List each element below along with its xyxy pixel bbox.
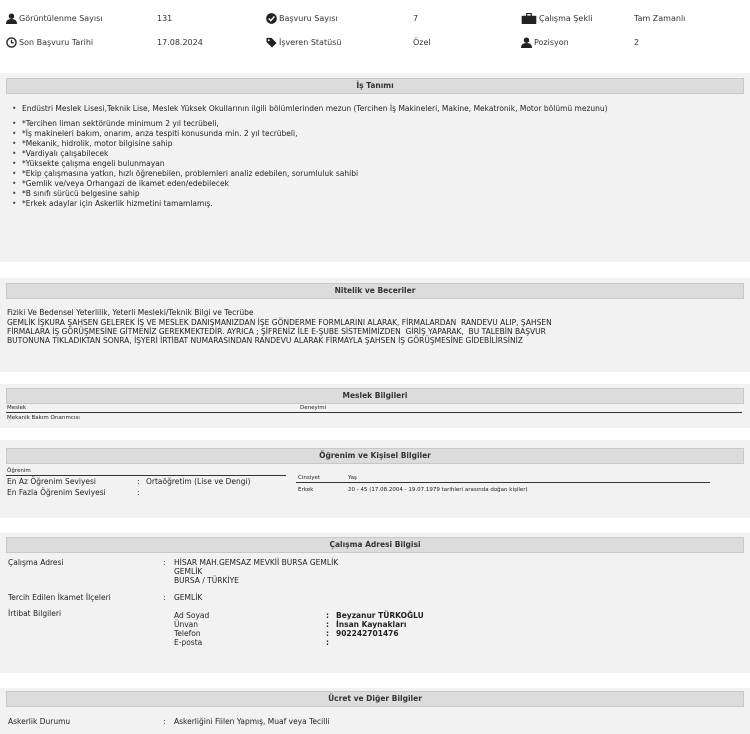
- colon: :: [326, 638, 329, 647]
- military-value: Askerliğini Fiilen Yapmış, Muaf veya Tecilli: [174, 717, 330, 726]
- education-panel: [0, 440, 750, 518]
- colon: :: [137, 488, 140, 497]
- address-line-2: GEMLİK: [174, 567, 203, 576]
- colon: :: [326, 620, 329, 629]
- deadline-label: Son Başvuru Tarihi: [19, 38, 94, 47]
- list-item: • *İş makineleri bakım, onarım, arıza tespiti konusunda min. 2 yıl tecrübeli,: [22, 129, 608, 139]
- list-item: • *Ekip çalışmasına yatkın, hızlı öğrenebilen, problemleri analiz edebilen, sorumluluk sahibi: [22, 169, 608, 179]
- occupation-title: Meslek Bilgileri: [6, 388, 744, 404]
- contact-phone-label: Telefon: [174, 629, 201, 638]
- positions-label: Pozisyon: [534, 38, 569, 47]
- skills-instructions-3: BUTONUNA TIKLADIKTAN SONRA, İŞYERİ İRTİBAT NUMARASINDAN RANDEVU ALARAK FİRMAYLA ŞAHSEN İŞ GÖRÜŞMESİNE GİDEBİLİRSİNİZ: [7, 336, 523, 345]
- skills-instructions-1: GEMLİK İŞKURA ŞAHSEN GELEREK İŞ VE MESLEK DANIŞMANIZDAN İŞE GÖNDERME FORMLARINI ALARAK, FİRMALARDAN RANDEVU ALIP, ŞAHSEN: [7, 318, 552, 327]
- contact-title-value: İnsan Kaynakları: [336, 620, 407, 629]
- colon: :: [326, 611, 329, 620]
- work-address-label: Çalışma Adresi: [8, 558, 64, 567]
- work-type-stat: [521, 13, 592, 24]
- work-type-value: Tam Zamanlı: [634, 14, 686, 23]
- list-item: • Endüstri Meslek Lisesi,Teknik Lise, Meslek Yüksek Okullarının ilgili bölümlerinden mezun (Tercihen İş Makineleri, Makine, Mekatronik, Motor bölümü mezunu): [22, 104, 608, 114]
- list-item: • *Tercihen liman sektöründe minimum 2 yıl tecrübeli,: [22, 119, 608, 129]
- positions-value: 2: [634, 38, 640, 47]
- users-icon: [521, 37, 532, 48]
- colon: :: [163, 558, 166, 567]
- views-stat: [6, 13, 103, 24]
- contact-label: İrtibat Bilgileri: [8, 609, 62, 618]
- contact-name-label: Ad Soyad: [174, 611, 210, 620]
- min-education-label: En Az Öğrenim Seviyesi: [7, 477, 96, 486]
- address-line-3: BURSA / TÜRKİYE: [174, 576, 239, 585]
- positions-stat: [521, 37, 569, 48]
- applications-label: Başvuru Sayısı: [279, 14, 338, 23]
- applications-value: 7: [413, 14, 419, 23]
- colon: :: [137, 477, 140, 486]
- occupation-panel: [0, 384, 750, 428]
- skills-instructions-2: FİRMALARA İŞ GÖRÜŞMESİNE GİTMENİZ GEREKMEKTEDİR. AYRICA ; ŞİFRENİZ İLE E-ŞUBE SİSTEMİMİZDEN GİRİŞ YAPARAK, BU TALEBİN BAŞVUR: [7, 327, 546, 336]
- user-icon: [6, 13, 17, 24]
- colon: :: [163, 717, 166, 726]
- deadline-stat: [6, 37, 93, 48]
- divider: [296, 482, 710, 483]
- colon: :: [163, 593, 166, 602]
- tag-icon: [266, 37, 277, 48]
- military-label: Askerlik Durumu: [8, 717, 71, 726]
- other-info-title: Ücret ve Diğer Bilgiler: [6, 691, 744, 707]
- education-header: Öğrenim: [7, 468, 31, 474]
- divider: [6, 412, 742, 413]
- list-item: • *Yüksekte çalışma engeli bulunmayan: [22, 159, 608, 169]
- briefcase-icon: [521, 13, 537, 24]
- contact-name-value: Beyzanur TÜRKOĞLU: [336, 611, 424, 620]
- district-value: GEMLİK: [174, 593, 203, 602]
- address-line-1: HİSAR MAH.GEMSAZ MEVKİİ BURSA GEMLİK: [174, 558, 339, 567]
- job-description-title: İş Tanımı: [6, 78, 744, 94]
- list-item: • *Gemlik ve/veya Orhangazi de ikamet eden/edebilecek: [22, 179, 608, 189]
- employer-status-value: Özel: [413, 38, 431, 47]
- list-item: • *Erkek adaylar için Askerlik hizmetini tamamlamış.: [22, 199, 608, 209]
- gender-value: Erkek: [298, 487, 314, 493]
- experience-col-header: Deneyimi: [300, 405, 327, 411]
- work-address-panel: [0, 533, 750, 673]
- district-label: Tercih Edilen İkamet İlçeleri: [8, 593, 111, 602]
- work-address-title: Çalışma Adresi Bilgisi: [6, 537, 744, 553]
- employer-status-label: İşveren Statüsü: [279, 38, 342, 47]
- applications-stat: [266, 13, 338, 24]
- job-description-panel: [0, 73, 750, 262]
- views-value: 131: [157, 14, 173, 23]
- list-item: • *Mekanik, hidrolik, motor bilgisine sahip: [22, 139, 608, 149]
- views-label: Görüntülenme Sayısı: [19, 14, 103, 23]
- occupation-value: Mekanik Bakım Onarımcısı: [7, 415, 80, 421]
- contact-title-label: Ünvan: [174, 620, 199, 629]
- check-circle-icon: [266, 13, 277, 24]
- skills-panel: [0, 278, 750, 372]
- age-value: 20 - 45 (17.08.2004 - 19.07.1979 tarihleri arasında doğan kişiler): [348, 487, 528, 493]
- divider: [6, 475, 286, 476]
- job-description-list: [6, 104, 608, 209]
- occupation-col-header: Meslek: [7, 405, 27, 411]
- max-education-label: En Fazla Öğrenim Seviyesi: [7, 488, 106, 497]
- list-item: • *Vardiyalı çalışabilecek: [22, 149, 608, 159]
- min-education-value: Ortaöğretim (Lise ve Dengi): [146, 477, 251, 486]
- work-type-label: Çalışma Şekli: [539, 14, 593, 23]
- job-stats: [0, 6, 750, 62]
- skills-summary: Fiziki Ve Bedensel Yeterlilik, Yeterli Mesleki/Teknik Bilgi ve Tecrübe: [7, 308, 254, 317]
- contact-phone-value: 902242701476: [336, 629, 399, 638]
- other-info-panel: [0, 688, 750, 734]
- clock-icon: [6, 37, 17, 48]
- contact-email-label: E-posta: [174, 638, 203, 647]
- list-item: • *B sınıfı sürücü belgesine sahip: [22, 189, 608, 199]
- gender-col-header: Cinsiyet: [298, 475, 321, 481]
- age-col-header: Yaş: [348, 475, 357, 481]
- education-title: Öğrenim ve Kişisel Bilgiler: [6, 448, 744, 464]
- deadline-value: 17.08.2024: [157, 38, 203, 47]
- colon: :: [326, 629, 329, 638]
- skills-title: Nitelik ve Beceriler: [6, 283, 744, 299]
- employer-status-stat: [266, 37, 341, 48]
